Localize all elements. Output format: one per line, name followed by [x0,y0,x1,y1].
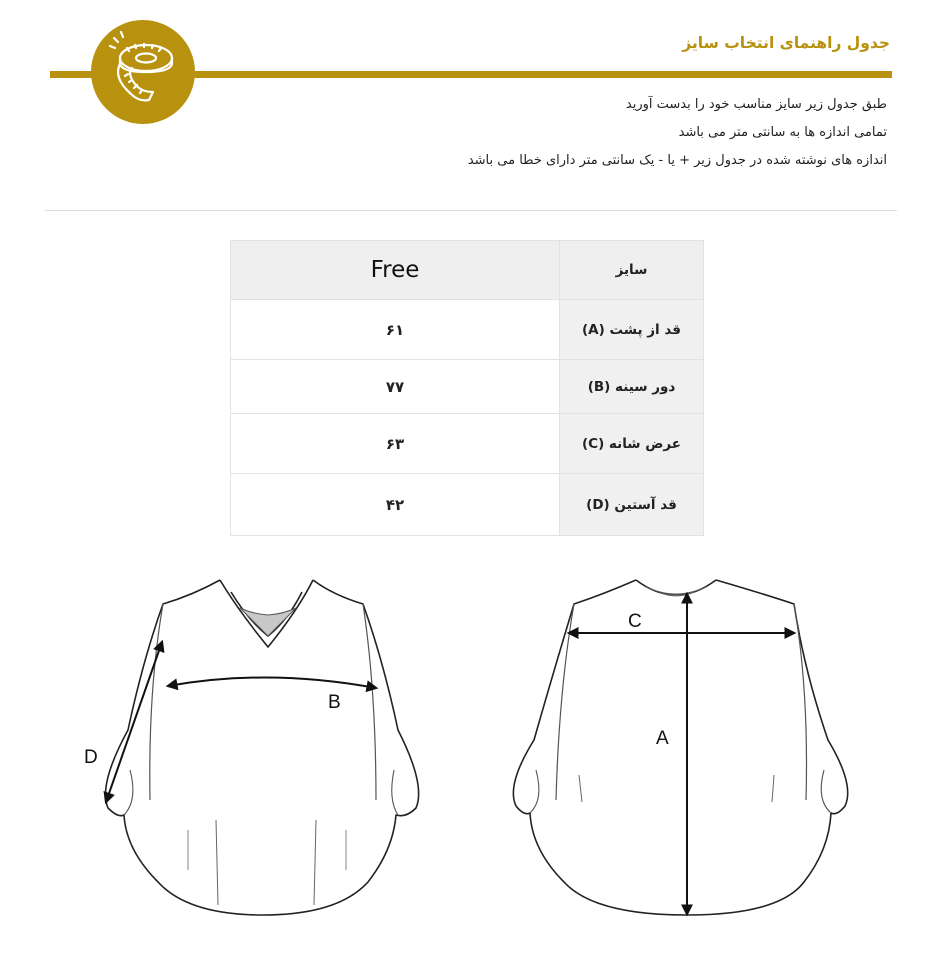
size-table [230,240,704,536]
header-label-cell: سایز [560,241,704,300]
row-label-sleeve: قد آستین (D) [560,474,704,536]
measuring-tape-icon [91,20,195,124]
sleeve-measure-arrow [106,642,162,802]
section-divider [45,210,897,211]
row-label-back-length: قد از پشت (A) [560,300,704,360]
table-row [231,360,704,414]
intro-line-1: طبق جدول زیر سایز مناسب خود را بدست آورید [625,97,887,112]
row-value-sleeve: ۴۲ [231,474,560,536]
label-a: A [656,728,669,749]
table-row [231,300,704,360]
label-d: D [84,747,98,768]
row-value-shoulder: ۶۳ [231,414,560,474]
label-b: B [328,692,341,713]
back-view-diagram [504,570,844,929]
intro-line-3: اندازه های نوشته شده در جدول زیر + یا - یک سانتی متر دارای خطا می باشد [467,153,887,168]
intro-line-2: تمامی اندازه ها به سانتی متر می باشد [678,125,887,140]
table-row [231,414,704,474]
intro-text [327,93,887,177]
header-value-cell: Free [231,241,560,300]
row-value-chest: ۷۷ [231,360,560,414]
table-row [231,474,704,536]
row-label-shoulder: عرض شانه (C) [560,414,704,474]
row-label-chest: دور سینه (B) [560,360,704,414]
chest-measure-arrow [168,677,376,688]
row-value-back-length: ۶۱ [231,300,560,360]
table-header-row [231,241,704,300]
label-c: C [628,611,642,632]
front-view-diagram [84,570,438,929]
page-title: جدول راهنمای انتخاب سایز [682,34,890,52]
